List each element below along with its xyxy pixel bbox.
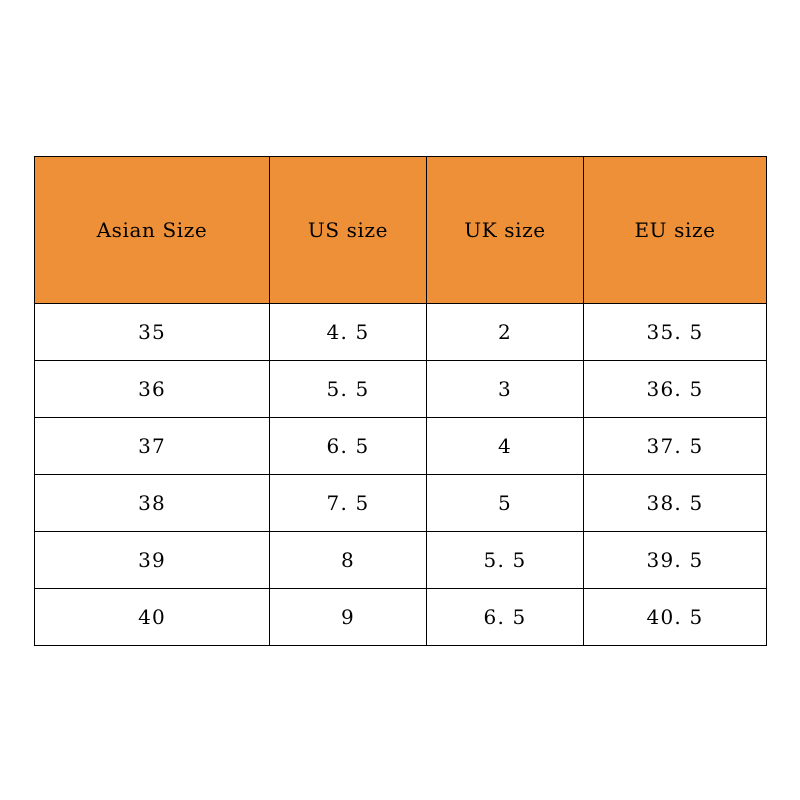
column-header-eu-size: EU size xyxy=(584,157,767,304)
cell-us-size: 5. 5 xyxy=(270,361,427,418)
cell-eu-size: 39. 5 xyxy=(584,532,767,589)
cell-asian-size: 36 xyxy=(35,361,270,418)
cell-asian-size: 39 xyxy=(35,532,270,589)
cell-eu-size: 36. 5 xyxy=(584,361,767,418)
column-header-asian-size: Asian Size xyxy=(35,157,270,304)
cell-eu-size: 40. 5 xyxy=(584,589,767,646)
cell-us-size: 4. 5 xyxy=(270,304,427,361)
table-row xyxy=(35,475,767,532)
cell-asian-size: 38 xyxy=(35,475,270,532)
table-row xyxy=(35,361,767,418)
cell-uk-size: 3 xyxy=(427,361,584,418)
cell-uk-size: 5 xyxy=(427,475,584,532)
shoe-size-conversion-table xyxy=(34,156,767,646)
cell-uk-size: 5. 5 xyxy=(427,532,584,589)
cell-asian-size: 37 xyxy=(35,418,270,475)
table-row xyxy=(35,304,767,361)
cell-us-size: 7. 5 xyxy=(270,475,427,532)
size-table-container xyxy=(34,156,766,646)
cell-asian-size: 35 xyxy=(35,304,270,361)
cell-eu-size: 37. 5 xyxy=(584,418,767,475)
cell-asian-size: 40 xyxy=(35,589,270,646)
table-row xyxy=(35,418,767,475)
cell-eu-size: 35. 5 xyxy=(584,304,767,361)
table-header-row xyxy=(35,157,767,304)
cell-uk-size: 4 xyxy=(427,418,584,475)
column-header-uk-size: UK size xyxy=(427,157,584,304)
table-row xyxy=(35,532,767,589)
table-body xyxy=(35,304,767,646)
cell-eu-size: 38. 5 xyxy=(584,475,767,532)
cell-us-size: 8 xyxy=(270,532,427,589)
cell-uk-size: 6. 5 xyxy=(427,589,584,646)
table-row xyxy=(35,589,767,646)
cell-uk-size: 2 xyxy=(427,304,584,361)
column-header-us-size: US size xyxy=(270,157,427,304)
table-header xyxy=(35,157,767,304)
cell-us-size: 6. 5 xyxy=(270,418,427,475)
cell-us-size: 9 xyxy=(270,589,427,646)
